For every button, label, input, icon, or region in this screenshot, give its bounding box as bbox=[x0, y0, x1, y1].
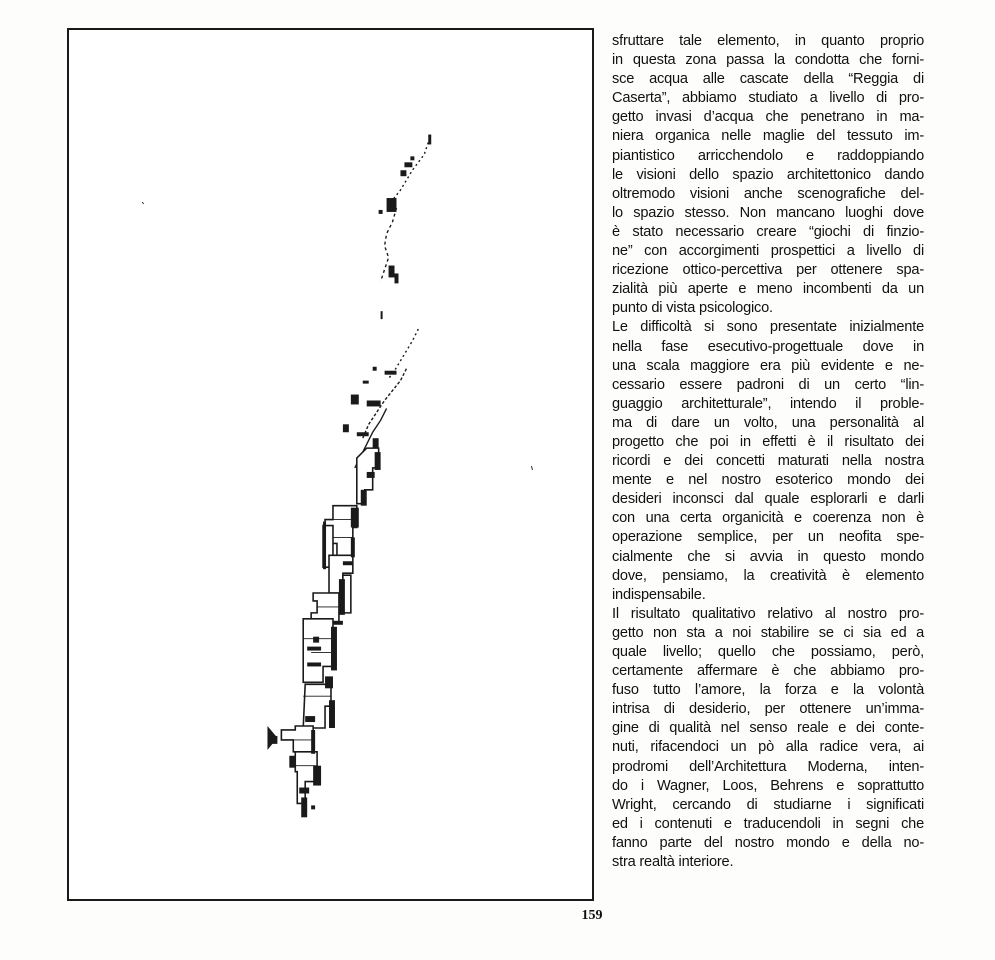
text-line: stra realtà interiore. bbox=[612, 854, 734, 871]
text-line: prodromi dell’Architettura Moderna, inten- bbox=[612, 758, 924, 775]
text-line: ricordi e dei concetti maturati nella nostra bbox=[612, 453, 924, 470]
text-line: intrisa di desiderio, per ottenere un’imma- bbox=[612, 701, 924, 718]
text-line: nella fase esecutivo-progettuale dove in bbox=[612, 338, 924, 355]
text-line: ne” con accorgimenti prospettici a livello di bbox=[612, 243, 924, 260]
text-line: Caserta”, abbiamo studiato a livello di pro- bbox=[612, 90, 924, 107]
text-line: in questa zona passa la condotta che forni- bbox=[612, 52, 924, 69]
text-line: è stato necessario creare “giochi di finzio- bbox=[612, 223, 924, 240]
text-line: gine di qualità nel senso reale e dei conte- bbox=[612, 720, 924, 737]
text-line: cessario essere padroni di un certo “lin- bbox=[612, 376, 924, 393]
text-line: una scala maggiore era più evidente e ne- bbox=[612, 357, 924, 374]
text-line: ricezione ottico-percettiva per ottenere spa- bbox=[612, 262, 924, 279]
text-line: cialmente che si avvia in questo mondo bbox=[612, 548, 924, 565]
text-line: Wright, cercando di studiarne i significati bbox=[612, 796, 924, 813]
text-line: fanno parte del nostro mondo e della no- bbox=[612, 834, 924, 851]
text-line: lo spazio stesso. Non mancano luoghi dove bbox=[612, 204, 924, 221]
text-line: fuso tutto l’amore, la forza e la volontà bbox=[612, 682, 924, 699]
text-line: ma di dare un volto, una personalità al bbox=[612, 414, 924, 431]
text-line: desideri inconsci dal quale esplorarli e darli bbox=[612, 491, 924, 508]
text-line: getto non sta a noi stabilire se ci sia ed a bbox=[612, 624, 924, 641]
text-line: progetto che poi in effetti è il risultato dei bbox=[612, 433, 924, 450]
text-line: quale livello; quello che possiamo, però, bbox=[612, 644, 924, 660]
architectural-site-plan-drawing bbox=[69, 30, 592, 899]
text-line: nuti, rifacendoci un pò alla radice vera, ai bbox=[612, 739, 924, 756]
text-line: sfruttare tale elemento, in quanto proprio bbox=[612, 33, 924, 49]
architectural-drawing-frame bbox=[67, 28, 594, 901]
text-line: ed i contenuti e traducendoli in segni che bbox=[612, 815, 924, 832]
text-line: getto invasi d’acqua che penetrano in ma- bbox=[612, 109, 924, 126]
text-line: do i Wagner, Loos, Behrens e soprattutto bbox=[612, 777, 924, 794]
text-line: punto di vista psicologico. bbox=[612, 300, 773, 317]
text-line: niera organica nelle maglie del tessuto im- bbox=[612, 128, 924, 145]
text-line: operazione semplice, per un neofita spe- bbox=[612, 529, 924, 546]
text-line: dove, pensiamo, la creatività è elemento bbox=[612, 567, 924, 584]
text-line: sce acqua alle cascate della “Reggia di bbox=[612, 71, 924, 88]
text-line: zialità più aperte e meno incombenti da un bbox=[612, 281, 924, 298]
text-line: mente e nel nostro esoterico mondo dei bbox=[612, 472, 924, 489]
text-line: le visioni dello spazio architettonico dando bbox=[612, 166, 924, 183]
text-line: Il risultato qualitativo relativo al nostro pro- bbox=[612, 605, 924, 622]
body-text-column bbox=[612, 32, 924, 872]
text-line: con una certa organicità e coerenza non è bbox=[612, 510, 924, 527]
text-line: certamente affermare è che abbiamo pro- bbox=[612, 663, 924, 680]
page-number: 159 bbox=[581, 908, 603, 923]
text-line: guaggio architetturale”, intendo il proble- bbox=[612, 395, 924, 412]
text-line: oltremodo visioni anche scenografiche del- bbox=[612, 185, 924, 202]
text-line: indispensabile. bbox=[612, 586, 706, 603]
text-line: piantistico arricchendolo e raddoppiando bbox=[612, 147, 924, 164]
text-line: Le difficoltà si sono presentate inizialmente bbox=[612, 319, 924, 336]
